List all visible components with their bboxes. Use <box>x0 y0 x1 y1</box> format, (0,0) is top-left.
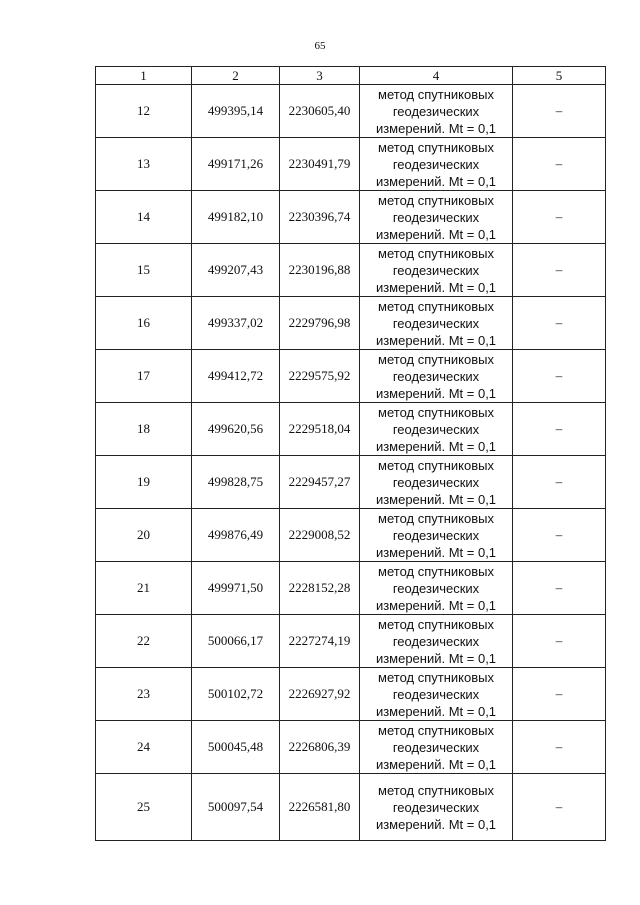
coordinate-x: 499171,26 <box>192 138 280 191</box>
method-line-2: геодезических <box>392 633 480 649</box>
coordinate-x: 499620,56 <box>192 403 280 456</box>
page-number: 65 <box>314 40 326 52</box>
note-dash: – <box>513 244 606 297</box>
method-line-3: измерений. Mt = 0,1 <box>375 438 497 454</box>
method-line-1: метод спутниковых <box>378 669 494 685</box>
note-dash: – <box>513 721 606 774</box>
method-line-3: измерений. Mt = 0,1 <box>375 756 497 772</box>
table-row <box>96 244 606 297</box>
method-line-2: геодезических <box>392 421 480 437</box>
method-line-1: метод спутниковых <box>378 782 494 798</box>
method-line-1: метод спутниковых <box>378 192 494 208</box>
method-line-2: геодезических <box>392 739 480 755</box>
point-number: 18 <box>96 403 192 456</box>
coordinate-x: 499395,14 <box>192 85 280 138</box>
note-dash: – <box>513 509 606 562</box>
method-line-1: метод спутниковых <box>378 722 494 738</box>
coordinate-x: 500045,48 <box>192 721 280 774</box>
note-dash: – <box>513 350 606 403</box>
note-dash: – <box>513 668 606 721</box>
point-number: 15 <box>96 244 192 297</box>
method-description <box>360 774 513 841</box>
table-row <box>96 297 606 350</box>
method-description <box>360 615 513 668</box>
method-line-1: метод спутниковых <box>378 245 494 261</box>
coordinate-y: 2230491,79 <box>280 138 360 191</box>
point-number: 23 <box>96 668 192 721</box>
table-row <box>96 138 606 191</box>
method-description <box>360 297 513 350</box>
method-line-2: геодезических <box>392 103 480 119</box>
coordinate-x: 499971,50 <box>192 562 280 615</box>
coordinate-y: 2229008,52 <box>280 509 360 562</box>
point-number: 24 <box>96 721 192 774</box>
coordinate-y: 2228152,28 <box>280 562 360 615</box>
coordinate-x: 499182,10 <box>192 191 280 244</box>
method-line-2: геодезических <box>392 474 480 490</box>
method-line-2: геодезических <box>392 527 480 543</box>
table-row <box>96 774 606 841</box>
coordinate-y: 2230396,74 <box>280 191 360 244</box>
note-dash: – <box>513 85 606 138</box>
coordinate-y: 2226927,92 <box>280 668 360 721</box>
method-description <box>360 721 513 774</box>
point-number: 13 <box>96 138 192 191</box>
table-row <box>96 509 606 562</box>
method-line-2: геодезических <box>392 799 480 815</box>
method-line-3: измерений. Mt = 0,1 <box>375 120 497 136</box>
method-line-1: метод спутниковых <box>378 404 494 420</box>
method-description <box>360 85 513 138</box>
table-row <box>96 350 606 403</box>
column-header-3: 3 <box>280 67 360 85</box>
note-dash: – <box>513 138 606 191</box>
coordinate-x: 499828,75 <box>192 456 280 509</box>
coordinate-y: 2227274,19 <box>280 615 360 668</box>
note-dash: – <box>513 615 606 668</box>
note-dash: – <box>513 562 606 615</box>
point-number: 20 <box>96 509 192 562</box>
coordinate-y: 2230605,40 <box>280 85 360 138</box>
method-description <box>360 562 513 615</box>
table-row <box>96 562 606 615</box>
note-dash: – <box>513 774 606 841</box>
point-number: 22 <box>96 615 192 668</box>
method-description <box>360 509 513 562</box>
table-row <box>96 668 606 721</box>
table-row <box>96 456 606 509</box>
column-header-5: 5 <box>513 67 606 85</box>
method-line-3: измерений. Mt = 0,1 <box>375 597 497 613</box>
method-line-3: измерений. Mt = 0,1 <box>375 279 497 295</box>
method-line-1: метод спутниковых <box>378 457 494 473</box>
method-line-3: измерений. Mt = 0,1 <box>375 332 497 348</box>
coordinate-y: 2229796,98 <box>280 297 360 350</box>
coordinate-x: 499412,72 <box>192 350 280 403</box>
point-number: 14 <box>96 191 192 244</box>
column-header-4: 4 <box>360 67 513 85</box>
table-row <box>96 85 606 138</box>
method-line-3: измерений. Mt = 0,1 <box>375 385 497 401</box>
method-line-2: геодезических <box>392 315 480 331</box>
coordinate-x: 500066,17 <box>192 615 280 668</box>
coordinate-x: 500097,54 <box>192 774 280 841</box>
method-line-2: геодезических <box>392 580 480 596</box>
method-description <box>360 244 513 297</box>
method-description <box>360 403 513 456</box>
method-line-3: измерений. Mt = 0,1 <box>375 703 497 719</box>
method-line-1: метод спутниковых <box>378 563 494 579</box>
header-row <box>96 67 606 85</box>
method-description <box>360 138 513 191</box>
table-body <box>96 85 606 841</box>
method-line-3: измерений. Mt = 0,1 <box>375 650 497 666</box>
note-dash: – <box>513 297 606 350</box>
table-row <box>96 615 606 668</box>
coordinates-table <box>95 66 606 841</box>
method-line-2: геодезических <box>392 156 480 172</box>
method-line-2: геодезических <box>392 368 480 384</box>
method-line-2: геодезических <box>392 209 480 225</box>
table-row <box>96 403 606 456</box>
point-number: 16 <box>96 297 192 350</box>
column-header-2: 2 <box>192 67 280 85</box>
method-line-3: измерений. Mt = 0,1 <box>375 544 497 560</box>
coordinate-y: 2229575,92 <box>280 350 360 403</box>
point-number: 17 <box>96 350 192 403</box>
method-line-1: метод спутниковых <box>378 510 494 526</box>
coordinate-y: 2229518,04 <box>280 403 360 456</box>
note-dash: – <box>513 403 606 456</box>
coordinate-y: 2230196,88 <box>280 244 360 297</box>
method-line-3: измерений. Mt = 0,1 <box>375 816 497 832</box>
method-description <box>360 350 513 403</box>
method-description <box>360 191 513 244</box>
coordinate-x: 499876,49 <box>192 509 280 562</box>
method-line-3: измерений. Mt = 0,1 <box>375 173 497 189</box>
method-line-1: метод спутниковых <box>378 351 494 367</box>
method-line-1: метод спутниковых <box>378 86 494 102</box>
coordinate-y: 2229457,27 <box>280 456 360 509</box>
method-description <box>360 456 513 509</box>
method-line-2: геодезических <box>392 686 480 702</box>
note-dash: – <box>513 456 606 509</box>
point-number: 25 <box>96 774 192 841</box>
point-number: 19 <box>96 456 192 509</box>
method-line-1: метод спутниковых <box>378 616 494 632</box>
table-row <box>96 191 606 244</box>
coordinate-x: 499207,43 <box>192 244 280 297</box>
coordinate-x: 499337,02 <box>192 297 280 350</box>
coordinate-y: 2226581,80 <box>280 774 360 841</box>
method-description <box>360 668 513 721</box>
column-header-1: 1 <box>96 67 192 85</box>
coordinate-y: 2226806,39 <box>280 721 360 774</box>
method-line-2: геодезических <box>392 262 480 278</box>
method-line-3: измерений. Mt = 0,1 <box>375 226 497 242</box>
coordinate-x: 500102,72 <box>192 668 280 721</box>
method-line-1: метод спутниковых <box>378 139 494 155</box>
method-line-3: измерений. Mt = 0,1 <box>375 491 497 507</box>
point-number: 12 <box>96 85 192 138</box>
method-line-1: метод спутниковых <box>378 298 494 314</box>
note-dash: – <box>513 191 606 244</box>
table-row <box>96 721 606 774</box>
point-number: 21 <box>96 562 192 615</box>
